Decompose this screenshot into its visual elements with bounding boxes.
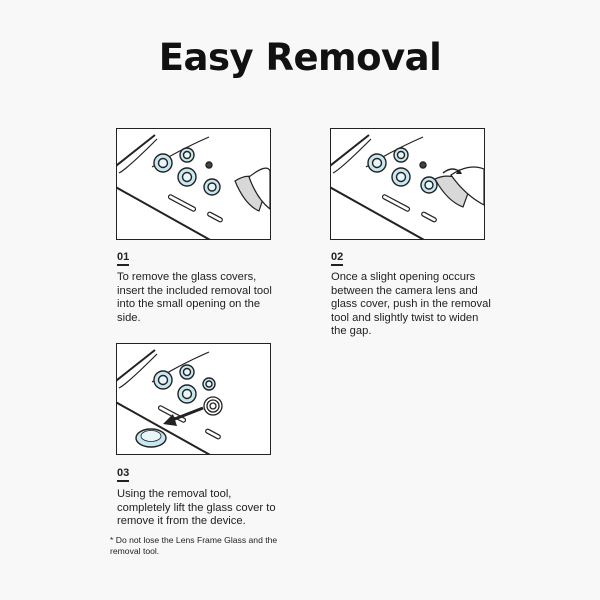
step-3-illustration <box>116 343 271 455</box>
step-2-text: Once a slight opening occurs between the camera lens and glass cover, push in the removal tool and slightly twist to widen the gap. <box>331 271 491 338</box>
footnote: * Do not lose the Lens Frame Glass and the removal tool. <box>110 535 278 556</box>
phone-twist-tool-illustration <box>331 129 484 239</box>
page-title: Easy Removal <box>158 36 442 79</box>
step-3-text: Using the removal tool, completely lift the glass cover to remove it from the device. <box>117 488 276 528</box>
step-2-illustration <box>330 128 485 240</box>
lift-glass-cover-illustration <box>117 344 270 454</box>
step-3-number: 03 <box>117 467 129 482</box>
step-1-number: 01 <box>117 251 129 266</box>
exposed-lens-ring-icon <box>204 397 222 415</box>
step-2-number: 02 <box>331 251 343 266</box>
phone-with-removal-tool-illustration <box>117 129 270 239</box>
step-1-illustration <box>116 128 271 240</box>
step-1-text: To remove the glass covers, insert the included removal tool into the small opening on the side. <box>117 271 272 324</box>
